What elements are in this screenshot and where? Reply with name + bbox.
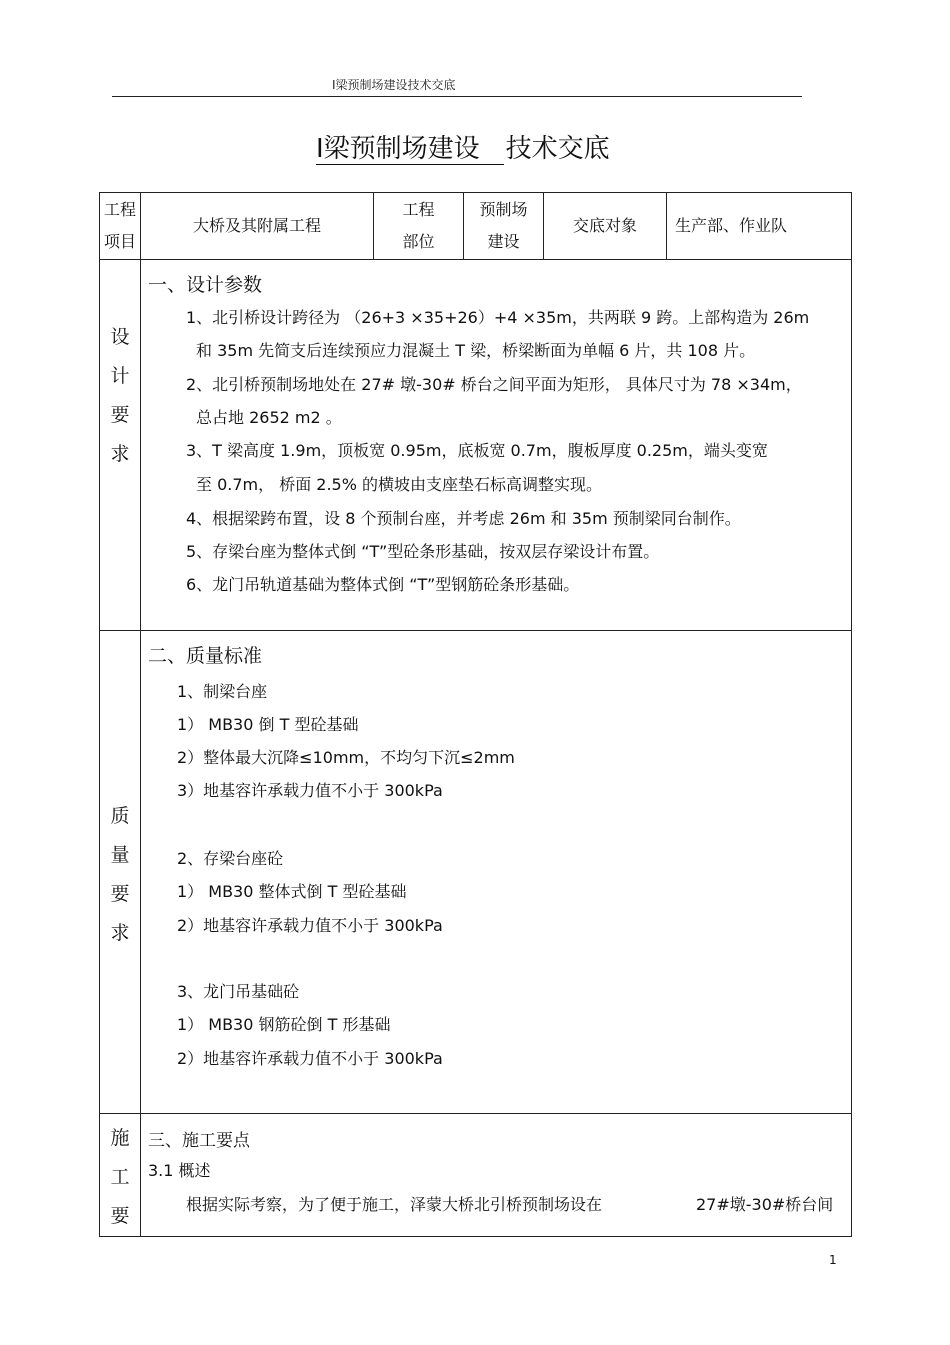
project-label-line-1: 工程 bbox=[103, 200, 136, 219]
quality-content bbox=[141, 631, 852, 1114]
design-title: 一、设计参数 bbox=[148, 274, 263, 296]
page-number: 1 bbox=[829, 1253, 837, 1267]
title-part-1: I梁预制场建设 bbox=[316, 134, 504, 165]
design-line-3: 2、北引桥预制场地处在 27# 墩-30# 桥台之间平面为矩形， 具体尺寸为 78 ×34m， bbox=[186, 375, 802, 394]
project-value-cell bbox=[141, 193, 374, 260]
part-value-cell bbox=[464, 193, 544, 260]
construction-line-left: 根据实际考察，为了便于施工，泽蒙大桥北引桥预制场设在 bbox=[186, 1195, 603, 1214]
quality-section bbox=[100, 631, 852, 1114]
design-side-cell bbox=[100, 260, 141, 631]
quality-group-2-item-1: 1） MB30 整体式倒 T 型砼基础 bbox=[177, 882, 407, 901]
design-line-7: 4、根据梁跨布置，设 8 个预制台座，并考虑 26m 和 35m 预制梁同台制作。 bbox=[186, 509, 741, 528]
construction-side-label: 施工要 bbox=[110, 1127, 130, 1227]
project-label-cell bbox=[100, 193, 141, 260]
quality-side-cell bbox=[100, 631, 141, 1114]
part-label-line-1: 工程 bbox=[402, 200, 435, 219]
construction-line-right: 27#墩-30#桥台间 bbox=[696, 1195, 834, 1214]
quality-side-label: 质量要求 bbox=[110, 805, 130, 944]
construction-subtitle: 3.1 概述 bbox=[148, 1161, 211, 1180]
quality-group-1-item-1: 1） MB30 倒 T 型砼基础 bbox=[177, 715, 359, 734]
quality-group-3-item-2: 2）地基容许承载力值不小于 300kPa bbox=[177, 1049, 443, 1068]
disclosure-table bbox=[99, 192, 852, 1237]
design-line-6: 至 0.7m， 桥面 2.5% 的横坡由支座垫石标高调整实现。 bbox=[196, 475, 603, 494]
part-value-line-2: 建设 bbox=[487, 232, 520, 251]
document-title bbox=[316, 128, 610, 165]
design-line-4: 总占地 2652 m2 。 bbox=[196, 408, 342, 427]
quality-group-2-heading: 2、存梁台座砼 bbox=[177, 849, 284, 868]
target-label: 交底对象 bbox=[572, 216, 637, 235]
quality-title: 二、质量标准 bbox=[148, 645, 263, 667]
construction-content bbox=[141, 1114, 852, 1237]
design-line-1: 1、北引桥设计跨径为 （26+3 ×35+26）+4 ×35m，共两联 9 跨。上部构造为 26m bbox=[186, 308, 810, 327]
design-section bbox=[100, 260, 852, 631]
construction-section bbox=[100, 1114, 852, 1237]
design-line-2: 和 35m 先简支后连续预应力混凝土 T 梁，桥梁断面为单幅 6 片，共 108 片。 bbox=[196, 341, 756, 360]
quality-group-3-heading: 3、龙门吊基础砼 bbox=[177, 982, 300, 1001]
quality-group-2-item-2: 2）地基容许承载力值不小于 300kPa bbox=[177, 916, 443, 935]
target-value-cell bbox=[667, 193, 852, 260]
quality-group-1-item-2: 2）整体最大沉降≤10mm，不均匀下沉≤2mm bbox=[177, 748, 515, 767]
project-label-line-2: 项目 bbox=[103, 232, 136, 251]
construction-title: 三、施工要点 bbox=[148, 1131, 250, 1151]
quality-group-1-heading: 1、制梁台座 bbox=[177, 682, 268, 701]
part-label-line-2: 部位 bbox=[402, 232, 435, 251]
project-value: 大桥及其附属工程 bbox=[192, 216, 321, 235]
quality-group-3-item-1: 1） MB30 钢筋砼倒 T 形基础 bbox=[177, 1015, 391, 1034]
header-rule bbox=[112, 96, 802, 97]
title-part-2: 技术交底 bbox=[505, 134, 610, 164]
running-header: I梁预制场建设技术交底 bbox=[332, 78, 456, 92]
design-line-5: 3、T 梁高度 1.9m，顶板宽 0.95m，底板宽 0.7m，腹板厚度 0.25m，端头变宽 bbox=[186, 441, 768, 460]
part-value-line-1: 预制场 bbox=[479, 200, 528, 219]
construction-side-cell bbox=[100, 1114, 141, 1237]
design-line-9: 6、龙门吊轨道基础为整体式倒 “T”型钢筋砼条形基础。 bbox=[186, 575, 580, 594]
header-row bbox=[100, 193, 852, 260]
design-line-8: 5、存梁台座为整体式倒 “T”型砼条形基础，按双层存梁设计布置。 bbox=[186, 542, 660, 561]
quality-group-1-item-3: 3）地基容许承载力值不小于 300kPa bbox=[177, 781, 443, 800]
target-value: 生产部、作业队 bbox=[675, 216, 788, 235]
target-label-cell bbox=[544, 193, 667, 260]
design-content bbox=[141, 260, 852, 631]
part-label-cell bbox=[374, 193, 464, 260]
design-side-label: 设计要求 bbox=[110, 326, 130, 465]
